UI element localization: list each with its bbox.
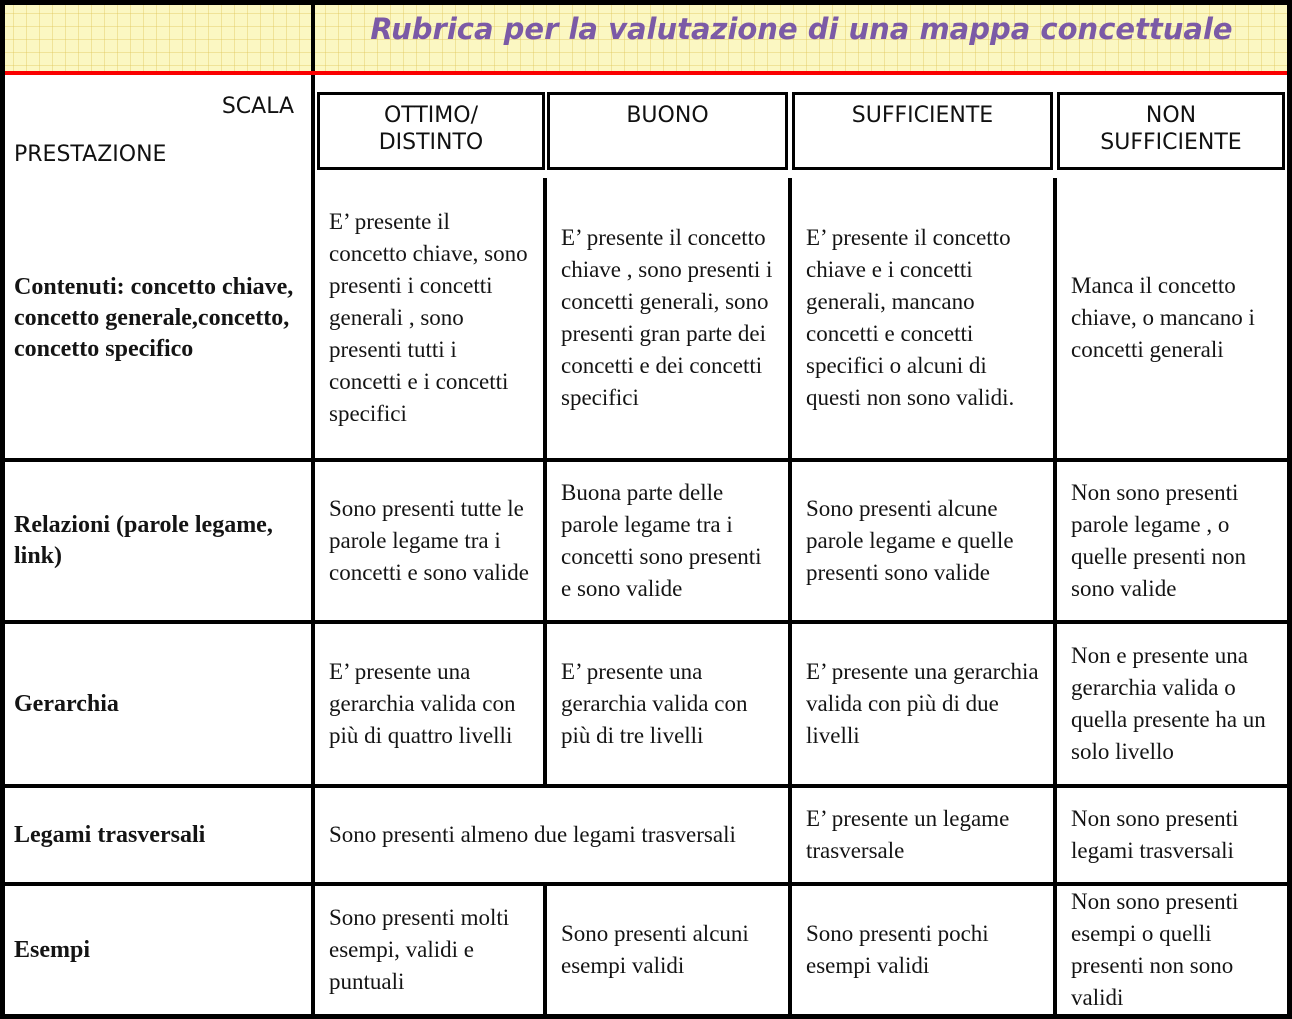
cell-gerarchia-ottimo: E’ presente una gerarchia valida con più di quattro livelli [315, 624, 547, 788]
cell-relazioni-ottimo: Sono presenti tutte le parole legame tra i concetti e sono valide [315, 462, 547, 624]
column-header-sufficiente [792, 92, 1053, 170]
cell-legami-sufficiente: E’ presente un legame trasversale [792, 788, 1057, 886]
column-header-line: SUFFICIENTE [851, 103, 994, 128]
cell-contenuti-buono: E’ presente il concetto chiave , sono presenti i concetti generali, sono presenti gran parte dei concetti e dei concetti specifici [547, 178, 792, 462]
column-header-buono [547, 92, 788, 170]
criterion-gerarchia: Gerarchia [0, 624, 315, 788]
cell-esempi-buono: Sono presenti alcuni esempi validi [547, 886, 792, 1014]
criterion-relazioni: Relazioni (parole legame, link) [0, 462, 315, 624]
red-divider-line [0, 71, 1292, 75]
column-header-ottimo-distinto [317, 92, 545, 170]
criterion-esempi: Esempi [0, 886, 315, 1014]
cell-gerarchia-buono: E’ presente una gerarchia valida con più di tre livelli [547, 624, 792, 788]
cell-relazioni-sufficiente: Sono presenti alcune parole legame e quelle presenti sono valide [792, 462, 1057, 624]
cell-contenuti-ottimo: E’ presente il concetto chiave, sono presenti i concetti generali , sono presenti tutti i concetti e i concetti specifici [315, 178, 547, 462]
cell-esempi-non-sufficiente: Non sono presenti esempi o quelli presenti non sono validi [1057, 886, 1292, 1014]
criterion-contenuti: Contenuti: concetto chiave, concetto generale,concetto, concetto specifico [0, 178, 315, 462]
cell-contenuti-sufficiente: E’ presente il concetto chiave e i concetti generali, mancano concetti e concetti specifici o alcuni di questi non sono validi. [792, 178, 1057, 462]
column-header-line: SUFFICIENTE [1100, 130, 1242, 155]
performance-axis-label: PRESTAZIONE [14, 142, 167, 167]
page-title: Rubrica per la valutazione di una mappa concettuale [370, 12, 1233, 46]
cell-legami-ottimo-buono-merged: Sono presenti almeno due legami trasversali [315, 788, 792, 886]
cell-contenuti-non-sufficiente: Manca il concetto chiave, o mancano i concetti generali [1057, 178, 1292, 462]
cell-gerarchia-sufficiente: E’ presente una gerarchia valida con più di due livelli [792, 624, 1057, 788]
criterion-legami-trasversali: Legami trasversali [0, 788, 315, 886]
cell-esempi-ottimo: Sono presenti molti esempi, validi e puntuali [315, 886, 547, 1014]
column-header-line: OTTIMO/ [383, 103, 478, 128]
cell-relazioni-buono: Buona parte delle parole legame tra i concetti sono presenti e sono valide [547, 462, 792, 624]
rubric-table [0, 178, 1292, 1014]
column-header-line: DISTINTO [378, 130, 484, 155]
column-header-line: BUONO [626, 103, 709, 128]
cell-legami-non-sufficiente: Non sono presenti legami trasversali [1057, 788, 1292, 886]
column-divider-line [311, 0, 315, 178]
cell-esempi-sufficiente: Sono presenti pochi esempi validi [792, 886, 1057, 1014]
column-header-non-sufficiente [1057, 92, 1285, 170]
cell-relazioni-non-sufficiente: Non sono presenti parole legame , o quelle presenti non sono valide [1057, 462, 1292, 624]
scale-axis-label: SCALA [221, 94, 294, 119]
cell-gerarchia-non-sufficiente: Non e presente una gerarchia valida o quella presente ha un solo livello [1057, 624, 1292, 788]
column-header-line: NON [1145, 103, 1197, 128]
